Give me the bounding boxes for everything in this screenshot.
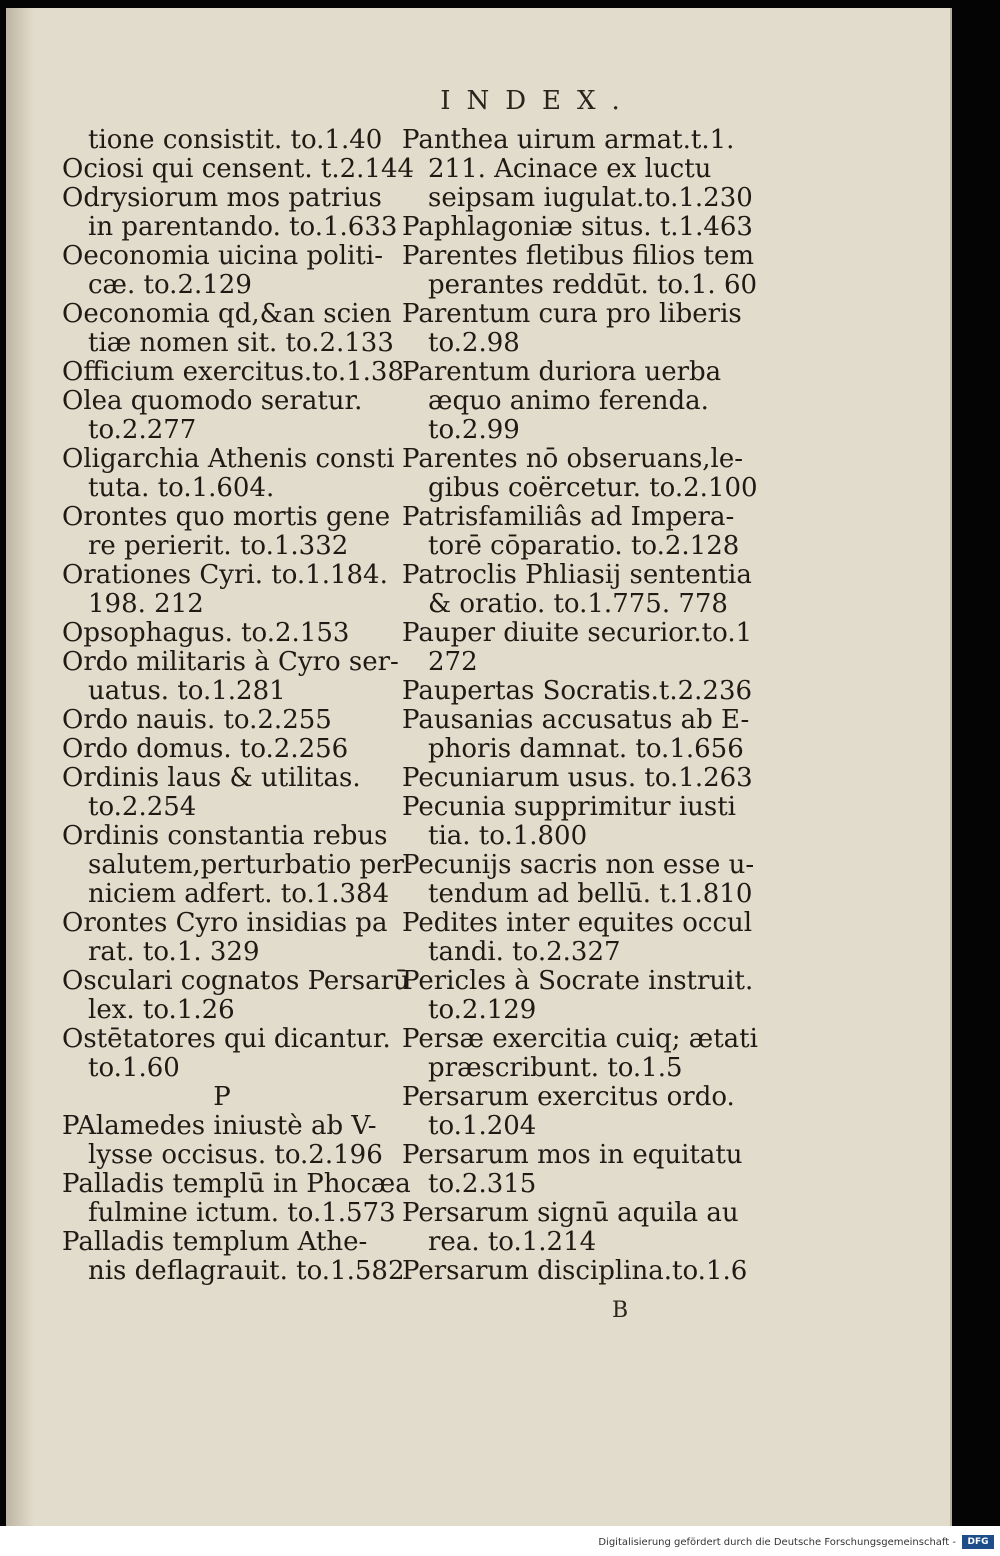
index-entry-line: Olea quomodo seratur. bbox=[62, 386, 363, 416]
index-entry-line: Ordo domus. to.2.256 bbox=[62, 734, 349, 764]
index-entry-line: Oeconomia qd,&an scien bbox=[62, 299, 392, 329]
index-entry-line: to.2.277 bbox=[88, 415, 197, 445]
index-entry-line: rat. to.1. 329 bbox=[88, 937, 260, 967]
index-entry-line: Patroclis Phliasij sententia bbox=[402, 560, 752, 590]
index-entry-line: præscribunt. to.1.5 bbox=[428, 1053, 683, 1083]
index-entry-line: Pauper diuite securior.to.1 bbox=[402, 618, 753, 648]
index-entry-line: to.2.254 bbox=[88, 792, 197, 822]
index-entry-line: Pecunia supprimitur iusti bbox=[402, 792, 736, 822]
catchword: B bbox=[612, 1298, 629, 1323]
index-entry-line: Ordo militaris à Cyro ser- bbox=[62, 647, 399, 677]
section-letter: P bbox=[213, 1082, 231, 1112]
index-entry-line: Ociosi qui censent. t.2.144 bbox=[62, 154, 415, 184]
index-entry-line: Orontes Cyro insidias pa bbox=[62, 908, 388, 938]
index-entry-line: Parentes nō obseruans,le- bbox=[402, 444, 744, 474]
index-entry-line: in parentando. to.1.633 bbox=[88, 212, 398, 242]
index-entry-line: fulmine ictum. to.1.573 bbox=[88, 1198, 396, 1228]
index-entry-line: tandi. to.2.327 bbox=[428, 937, 621, 967]
index-entry-line: Palladis templum Athe- bbox=[62, 1227, 368, 1257]
index-entry-line: Oligarchia Athenis consti bbox=[62, 444, 395, 474]
index-entry-line: rea. to.1.214 bbox=[428, 1227, 597, 1257]
index-entry-line: Ordo nauis. to.2.255 bbox=[62, 705, 332, 735]
index-entry-line: Officium exercitus.to.1.38 bbox=[62, 357, 404, 387]
index-entry-line: to.2.129 bbox=[428, 995, 537, 1025]
index-entry-line: Pecuniarum usus. to.1.263 bbox=[402, 763, 753, 793]
index-entry-line: salutem,perturbatio per bbox=[88, 850, 405, 880]
index-entry-line: torē cōparatio. to.2.128 bbox=[428, 531, 740, 561]
index-entry-line: tione consistit. to.1.40 bbox=[88, 125, 383, 155]
index-entry-line: Persarum exercitus ordo. bbox=[402, 1082, 735, 1112]
index-entry-line: Odrysiorum mos patrius bbox=[62, 183, 382, 213]
index-entry-line: lysse occisus. to.2.196 bbox=[88, 1140, 383, 1170]
index-entry-line: Parentum cura pro liberis bbox=[402, 299, 742, 329]
index-entry-line: uatus. to.1.281 bbox=[88, 676, 286, 706]
index-entry-line: niciem adfert. to.1.384 bbox=[88, 879, 390, 909]
index-column-left bbox=[62, 125, 415, 1286]
page-header: INDEX. bbox=[440, 86, 636, 116]
index-entry-line: to.2.98 bbox=[428, 328, 520, 358]
footer-bar bbox=[0, 1526, 1000, 1556]
index-entry-line: tia. to.1.800 bbox=[428, 821, 588, 851]
index-entry-line: Opsophagus. to.2.153 bbox=[62, 618, 350, 648]
index-entry-line: to.1.60 bbox=[88, 1053, 180, 1083]
index-entry-line: Oeconomia uicina politi- bbox=[62, 241, 383, 271]
index-entry-line: 211. Acinace ex luctu bbox=[428, 154, 712, 184]
index-entry-line: Ordinis constantia rebus bbox=[62, 821, 388, 851]
index-entry-line: Pausanias accusatus ab E- bbox=[402, 705, 750, 735]
index-entry-line: Orontes quo mortis gene bbox=[62, 502, 391, 532]
index-entry-line: Ordinis laus & utilitas. bbox=[62, 763, 361, 793]
index-entry-line: phoris damnat. to.1.656 bbox=[428, 734, 744, 764]
index-entry-line: to.1.204 bbox=[428, 1111, 537, 1141]
book-page bbox=[6, 8, 952, 1526]
index-entry-line: Palladis templū in Phocæa bbox=[62, 1169, 411, 1199]
index-entry-line: Pedites inter equites occul bbox=[402, 908, 753, 938]
index-entry-line: perantes reddūt. to.1. 60 bbox=[428, 270, 758, 300]
index-entry-line: æquo animo ferenda. bbox=[428, 386, 709, 416]
index-entry-line: Panthea uirum armat.t.1. bbox=[402, 125, 735, 155]
index-entry-line: Persarum disciplina.to.1.6 bbox=[402, 1256, 748, 1286]
index-entry-line: tendum ad bellū. t.1.810 bbox=[428, 879, 753, 909]
index-entry-line: Persæ exercitia cuiq; ætati bbox=[402, 1024, 758, 1054]
index-entry-line: cæ. to.2.129 bbox=[88, 270, 252, 300]
index-entry-line: Persarum mos in equitatu bbox=[402, 1140, 743, 1170]
index-entry-line: 272 bbox=[428, 647, 478, 677]
index-entry-line: Paphlagoniæ situs. t.1.463 bbox=[402, 212, 753, 242]
index-entry-line: 198. 212 bbox=[88, 589, 204, 619]
index-entry-line: PAlamedes iniustè ab V- bbox=[62, 1111, 377, 1141]
index-column-right bbox=[402, 125, 758, 1286]
index-entry-line: gibus coërcetur. to.2.100 bbox=[428, 473, 758, 503]
footer-credit: Digitalisierung gefördert durch die Deutsche Forschungsgemeinschaft - bbox=[598, 1537, 956, 1548]
index-entry-line: to.2.315 bbox=[428, 1169, 537, 1199]
index-entry-line: tiæ nomen sit. to.2.133 bbox=[88, 328, 394, 358]
index-entry-line: Ostētatores qui dicantur. bbox=[62, 1024, 391, 1054]
index-entry-line: nis deflagrauit. to.1.582 bbox=[88, 1256, 405, 1286]
index-entry-line: to.2.99 bbox=[428, 415, 520, 445]
dfg-logo-icon: DFG bbox=[962, 1535, 994, 1549]
index-entry-line: seipsam iugulat.to.1.230 bbox=[428, 183, 753, 213]
index-entry-line: Persarum signū aquila au bbox=[402, 1198, 739, 1228]
index-entry-line: Paupertas Socratis.t.2.236 bbox=[402, 676, 753, 706]
index-entry-line: Parentum duriora uerba bbox=[402, 357, 722, 387]
index-entry-line: Orationes Cyri. to.1.184. bbox=[62, 560, 388, 590]
index-entry-line: tuta. to.1.604. bbox=[88, 473, 275, 503]
index-entry-line: Osculari cognatos Persarū bbox=[62, 966, 410, 996]
index-entry-line: Pericles à Socrate instruit. bbox=[402, 966, 754, 996]
index-entry-line: & oratio. to.1.775. 778 bbox=[428, 589, 728, 619]
index-entry-line: re perierit. to.1.332 bbox=[88, 531, 349, 561]
index-entry-line: lex. to.1.26 bbox=[88, 995, 235, 1025]
index-entry-line: Patrisfamiliâs ad Impera- bbox=[402, 502, 735, 532]
index-entry-line: Parentes fletibus filios tem bbox=[402, 241, 755, 271]
index-entry-line: Pecunijs sacris non esse u- bbox=[402, 850, 755, 880]
